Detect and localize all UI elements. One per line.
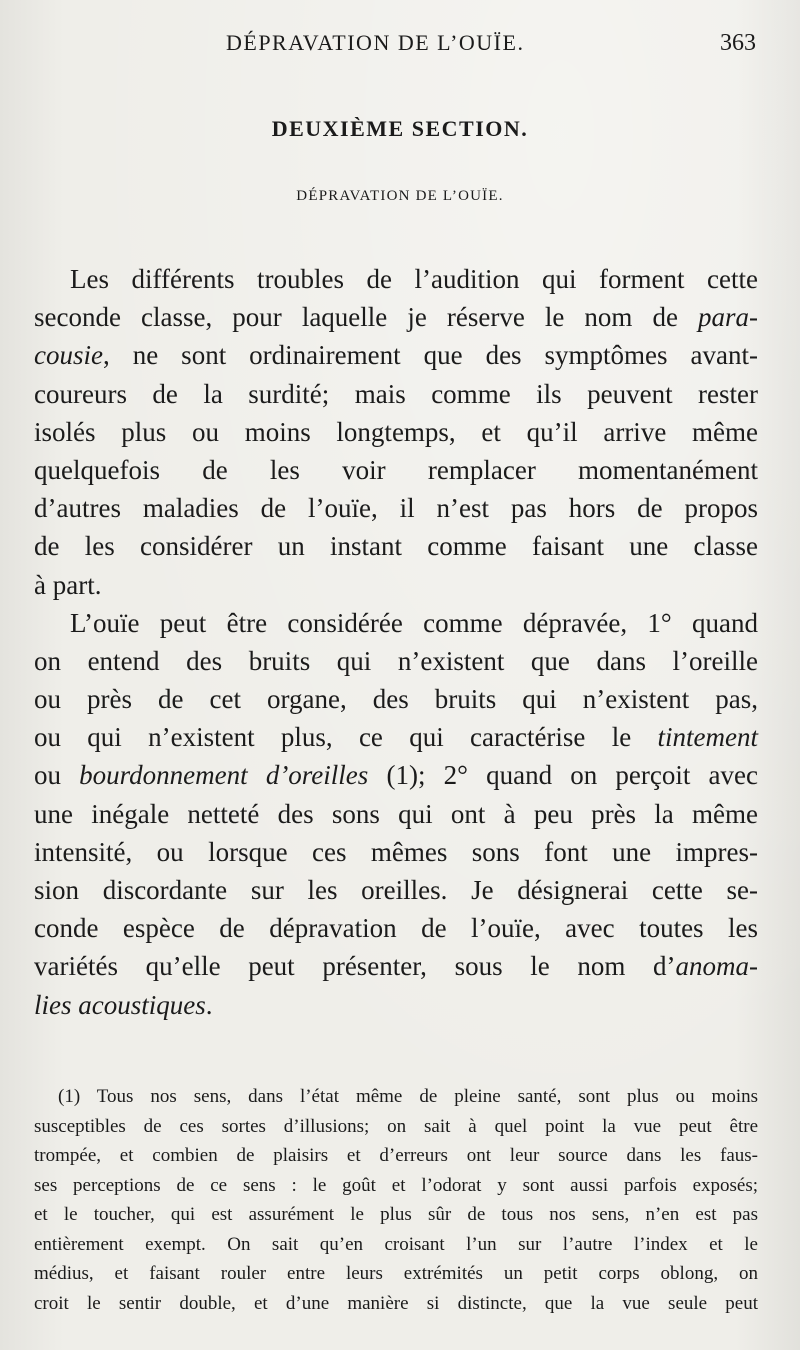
text-line <box>34 680 758 718</box>
text-run: ou près de cet organe, des bruits qui n’existent pas, <box>34 684 758 715</box>
text-line <box>34 909 758 947</box>
text-line <box>34 795 758 833</box>
text-line <box>34 833 758 871</box>
footnote-line: (1) Tous nos sens, dans l’état même de pleine santé, sont plus ou moins <box>58 1086 758 1107</box>
footnote-line: et le toucher, qui est assurément le plus sûr de tous nos sens, n’en est pas <box>34 1204 758 1225</box>
text-run: ou qui n’existent plus, ce qui caractérise le <box>34 722 658 753</box>
italic-text-run: anoma- <box>675 951 758 982</box>
italic-text-run: bourdonnement d’oreilles <box>79 760 369 791</box>
text-run: d’autres maladies de l’ouïe, il n’est pas hors de propos <box>34 493 758 524</box>
text-run: (1); 2° quand on perçoit avec <box>368 760 758 791</box>
text-run: à part. <box>34 569 102 600</box>
section-title: DEUXIÈME SECTION. <box>271 116 529 141</box>
text-run: . <box>205 989 213 1020</box>
italic-text-run: cousie <box>34 340 103 371</box>
text-run: L’ouïe peut être considérée comme dépravée, 1° quand <box>70 607 758 638</box>
text-line <box>34 566 758 604</box>
text-line <box>34 986 758 1024</box>
text-run: variétés qu’elle peut présenter, sous le nom d’ <box>34 951 676 982</box>
italic-text-run: tintement <box>657 722 758 753</box>
page-number: 363 <box>720 30 756 56</box>
text-run: Les différents troubles de l’audition qui forment cette <box>70 264 758 294</box>
text-line <box>34 298 758 336</box>
text-line <box>34 451 758 489</box>
text-run: sion discordante sur les oreilles. Je désignerai cette se- <box>34 875 758 905</box>
footnote-line: trompée, et combien de plaisirs et d’erreurs ont leur source dans les faus- <box>34 1145 758 1166</box>
footnote <box>34 1082 758 1318</box>
text-line <box>34 718 758 756</box>
text-run: , ne sont ordinairement que des symptômes avant- <box>102 340 758 371</box>
text-run: coureurs de la surdité; mais comme ils peuvent rester <box>34 378 758 409</box>
text-run: quelquefois de les voir remplacer momentanément <box>34 454 758 485</box>
text-run: conde espèce de dépravation de l’ouïe, avec toutes les <box>34 913 758 944</box>
text-run: isolés plus ou moins longtemps, et qu’il arrive même <box>34 416 758 447</box>
text-run: ou <box>34 760 80 791</box>
text-run: de les considérer un instant comme faisant une classe <box>34 531 758 562</box>
text-line <box>34 527 758 565</box>
text-line <box>34 756 758 794</box>
text-run: on entend des bruits qui n’existent que dans l’oreille <box>34 645 758 676</box>
text-line <box>34 260 758 298</box>
text-line <box>34 375 758 413</box>
text-line <box>34 947 758 985</box>
subsection-title: DÉPRAVATION DE L’OUÏE. <box>296 188 504 204</box>
text-line <box>34 336 758 374</box>
text-line <box>34 642 758 680</box>
text-line <box>34 489 758 527</box>
text-run: une inégale netteté des sons qui ont à peu près la même <box>34 798 758 829</box>
text-line <box>34 604 758 642</box>
running-header <box>0 30 800 66</box>
footnote-line: entièrement exempt. On sait qu’en croisant l’un sur l’autre l’index et le <box>34 1233 758 1255</box>
text-run: seconde classe, pour laquelle je réserve le nom de <box>34 302 698 333</box>
footnote-line: croit le sentir double, et d’une manière si distincte, que la vue seule peut <box>34 1292 758 1314</box>
footnote-line: ses perceptions de ce sens : le goût et l’odorat y sont aussi parfois exposés; <box>34 1174 758 1196</box>
italic-text-run: lies acoustiques <box>34 989 206 1020</box>
footnote-line: médius, et faisant rouler entre leurs extrémités un petit corps oblong, on <box>34 1263 758 1284</box>
text-line <box>34 871 758 909</box>
text-line <box>34 413 758 451</box>
text-run: intensité, ou lorsque ces mêmes sons font une impres- <box>34 836 758 867</box>
running-title: DÉPRAVATION DE L’OUÏE. <box>226 30 525 55</box>
footnote-line: susceptibles de ces sortes d’illusions; on sait à quel point la vue peut être <box>34 1115 758 1137</box>
italic-text-run: para- <box>698 302 758 333</box>
body-text <box>34 260 758 1024</box>
